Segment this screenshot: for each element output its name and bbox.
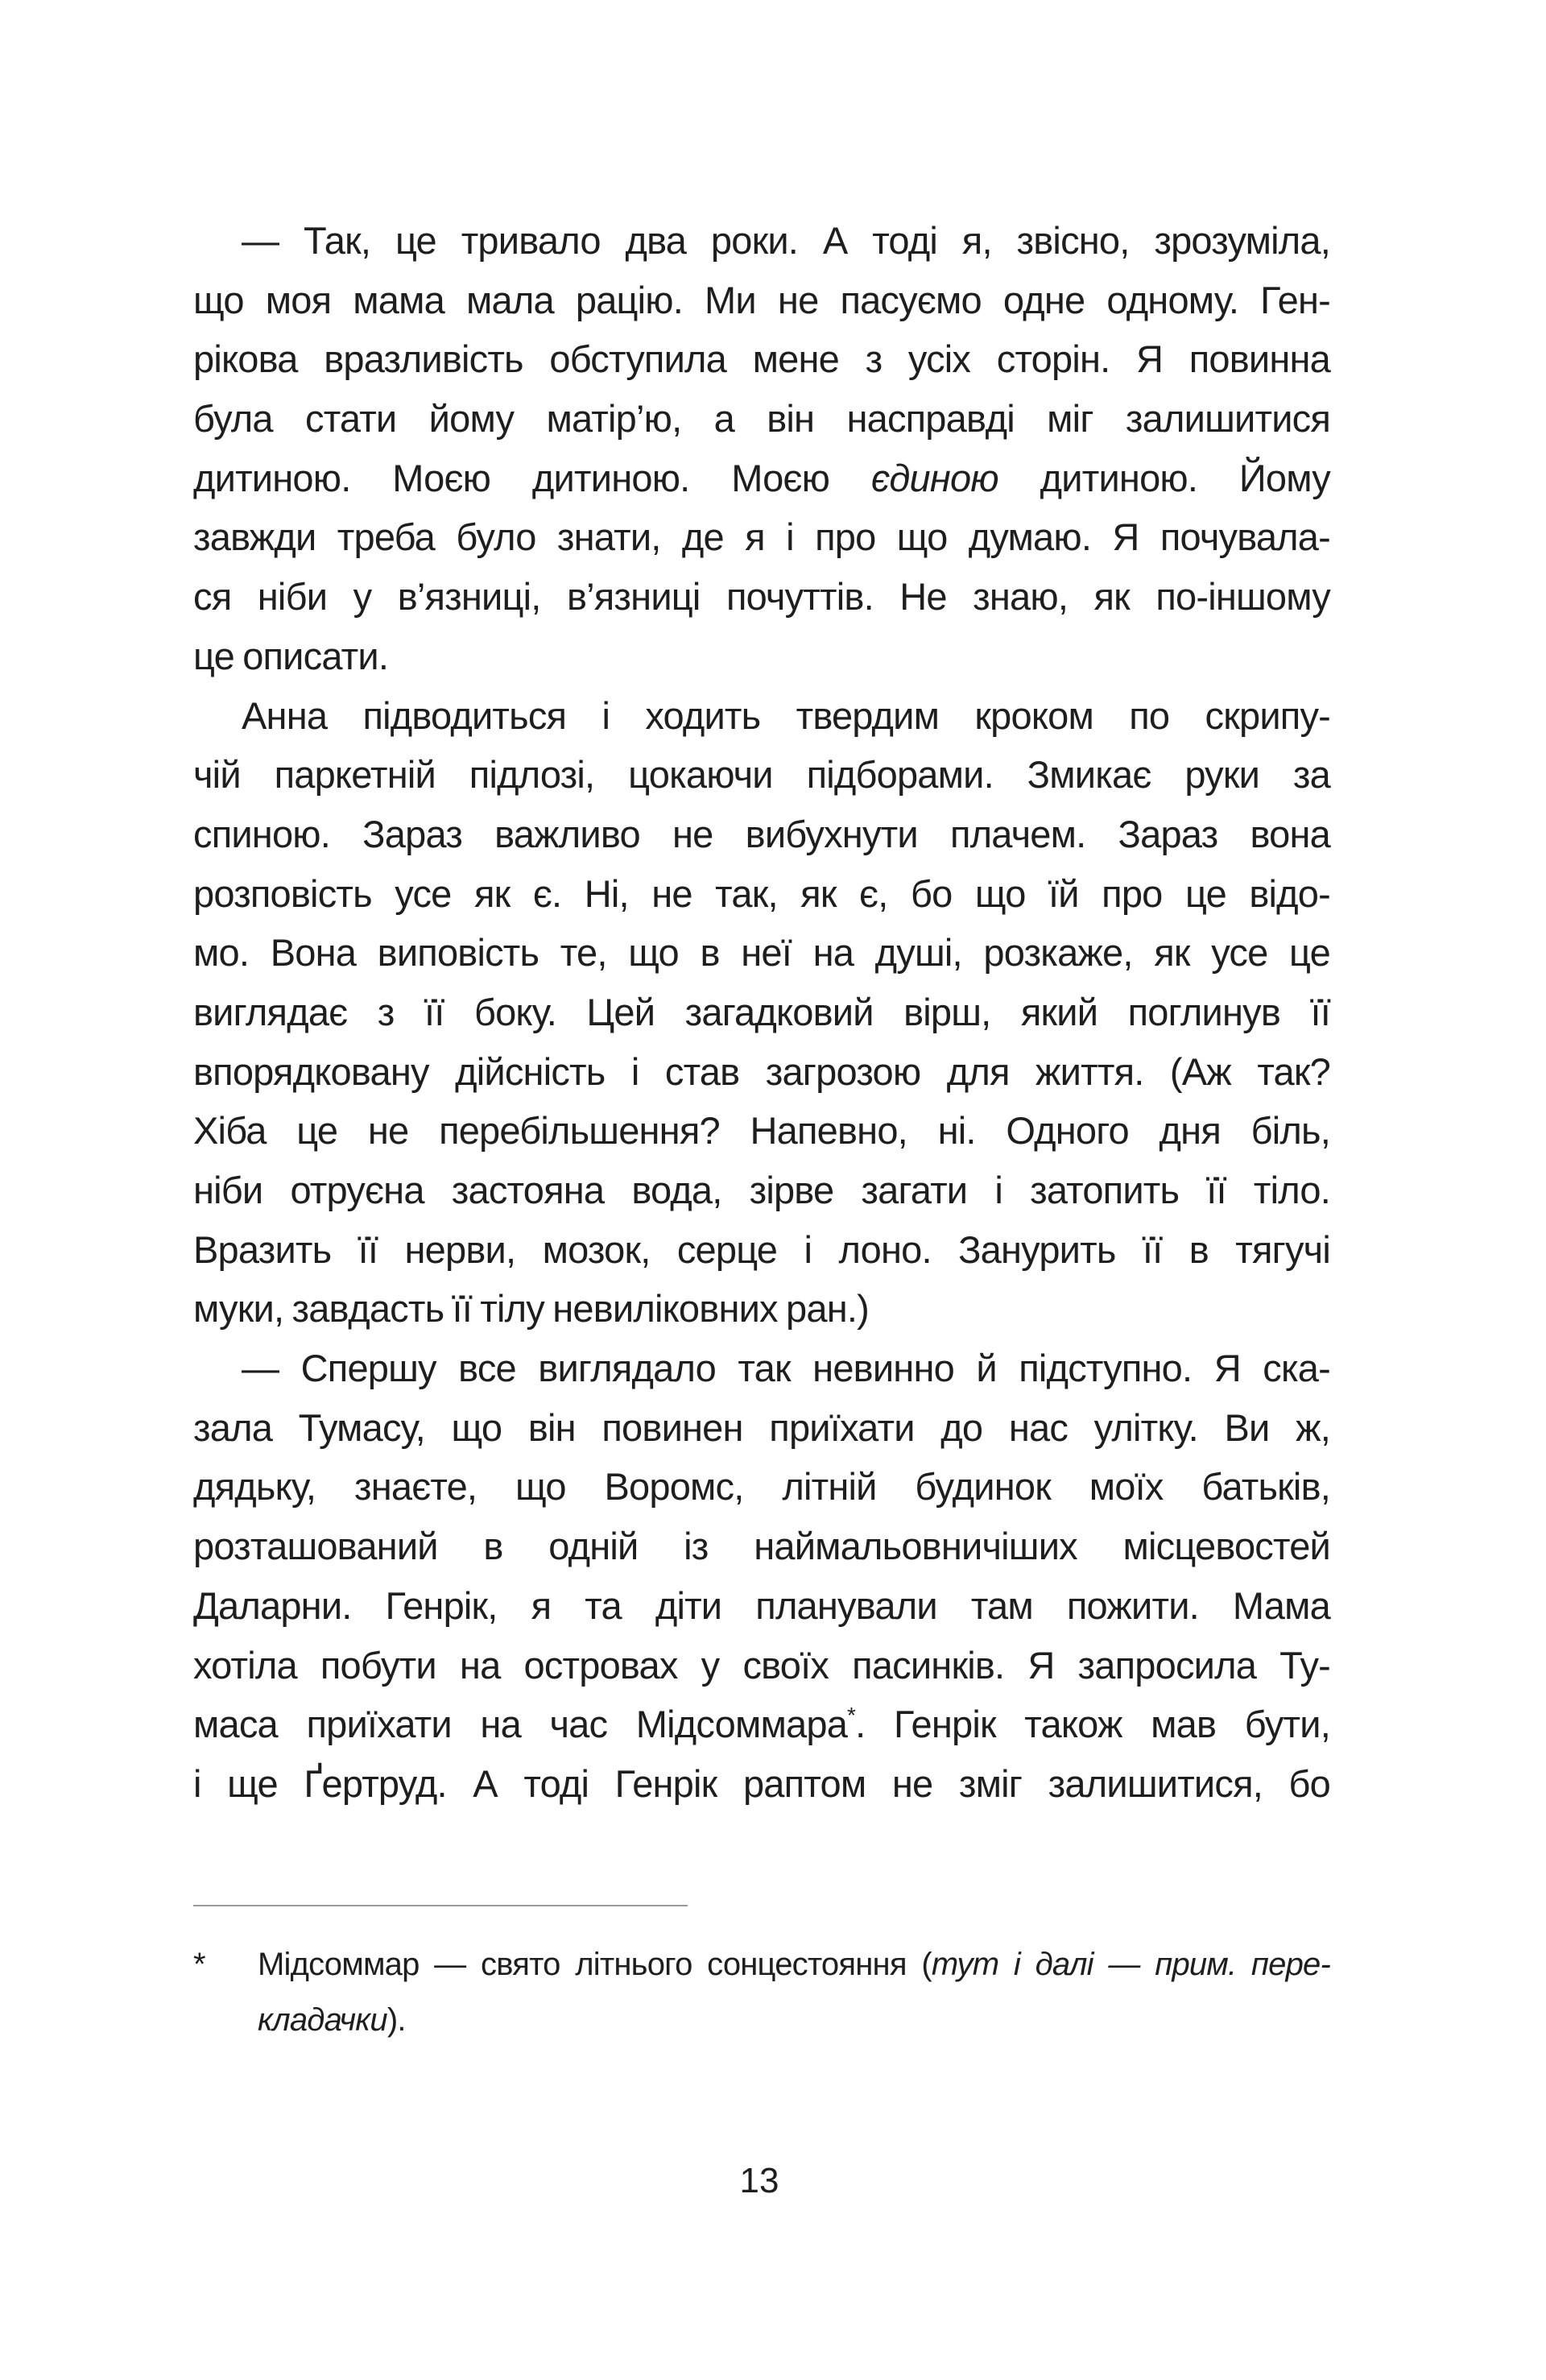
text-line: муки, завдасть її тілу невиліковних ран.): [193, 1287, 869, 1331]
emphasis: тут і далі — прим. пере-: [931, 1947, 1330, 1982]
footnote-line: [258, 1993, 1330, 2048]
footnote: [193, 1937, 1330, 2048]
footnote-reference: *: [847, 1703, 856, 1728]
text-line: Даларни. Генрік, я та діти планували там пожити. Мама: [193, 1583, 1330, 1627]
text-segment: дитиною. Моєю дитиною. Моєю: [193, 456, 871, 499]
text-line: [193, 1695, 1330, 1754]
text-line: зала Тумасу, що він повинен приїхати до нас улітку. Ви ж,: [193, 1405, 1330, 1449]
text-line: дядьку, знаєте, що Воромс, літній будинок моїх батьків,: [193, 1465, 1330, 1509]
text-line: [193, 449, 1330, 508]
text-line: розташований в одній із наймальовничіших місцевостей: [193, 1525, 1330, 1568]
footnote-line: [258, 1937, 1330, 1993]
page-number: 13: [739, 2161, 779, 2200]
text-line: і ще Ґертруд. А тоді Генрік раптом не зміг залишитися, бо: [193, 1761, 1330, 1805]
text-line: Вразить її нерви, мозок, серце і лоно. Занурить її в тягучі: [193, 1227, 1330, 1271]
text-line: Хіба це не перебільшення? Напевно, ні. Одного дня біль,: [193, 1109, 1330, 1153]
text-line: була стати йому матір’ю, а він насправді міг залишитися: [193, 397, 1330, 441]
text-line: рікова вразливість обступила мене з усіх сторін. Я повинна: [193, 337, 1330, 381]
text-line: ся ніби у в’язниці, в’язниці почуттів. Не знаю, як по-іншому: [193, 575, 1330, 619]
text-line: чій паркетній підлозі, цокаючи підборами. Змикає руки за: [193, 753, 1330, 797]
text-line: — Так, це тривало два роки. А тоді я, звісно, зрозуміла,: [242, 219, 1330, 262]
footnote-divider: [193, 1905, 688, 1906]
text-line: спиною. Зараз важливо не вибухнути плачем. Зараз вона: [193, 812, 1330, 855]
text-line: хотіла побути на островах у своїх пасинків. Я запросила Ту-: [193, 1643, 1330, 1687]
text-line: — Спершу все виглядало так невинно й підступно. Я ска-: [242, 1347, 1330, 1390]
text-segment: ).: [386, 2002, 406, 2038]
footnote-marker: *: [193, 1947, 205, 1982]
text-line: Анна підводиться і ходить твердим кроком по скрипу-: [242, 693, 1330, 737]
text-line: це описати.: [193, 634, 389, 677]
text-line: розповість усе як є. Ні, не так, як є, бо що їй про це відо-: [193, 871, 1330, 915]
text-line: впорядковану дійсність і став загрозою для життя. (Аж так?: [193, 1049, 1330, 1093]
text-line: ніби отруєна застояна вода, зірве загати і затопить її тіло.: [193, 1169, 1330, 1211]
emphasis: єдиною: [870, 456, 998, 499]
main-text: [193, 211, 1330, 1814]
text-segment: маса приїхати на час Мідсоммара: [193, 1703, 848, 1746]
text-line: завжди треба було знати, де я і про що думаю. Я почувала-: [193, 515, 1330, 559]
emphasis: кладачки: [258, 2002, 387, 2038]
text-line: що моя мама мала рацію. Ми не пасуємо одне одному. Ген-: [193, 278, 1330, 321]
text-segment: Мідсоммар — свято літнього сонцестояння (: [258, 1947, 932, 1982]
text-segment: дитиною. Йому: [998, 456, 1330, 499]
text-segment: . Генрік також мав бути,: [855, 1703, 1330, 1746]
text-line: виглядає з її боку. Цей загадковий вірш, який поглинув її: [193, 990, 1330, 1033]
text-line: мо. Вона виповість те, що в неї на душі, розкаже, як усе це: [193, 931, 1330, 975]
